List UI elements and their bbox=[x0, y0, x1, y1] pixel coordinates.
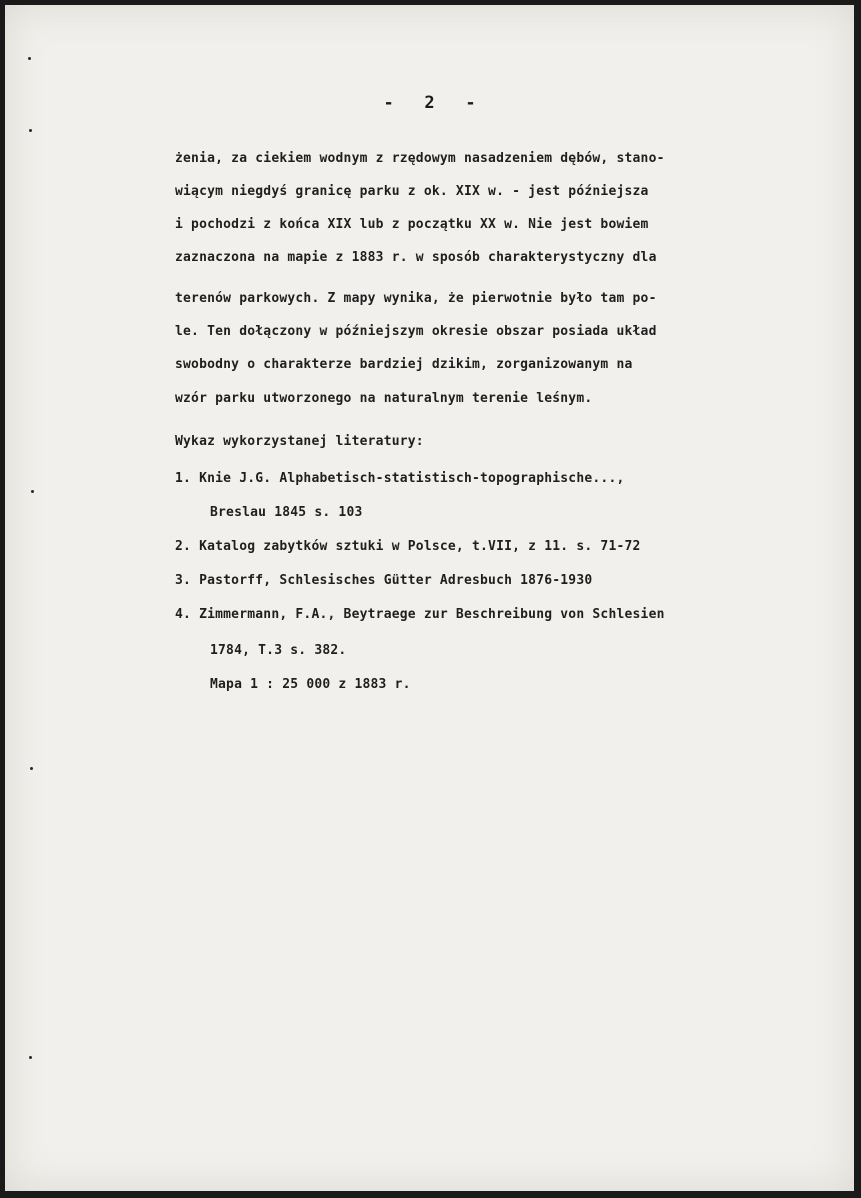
reference-item: 2. Katalog zabytków sztuki w Polsce, t.VII, z 11. s. 71-72 bbox=[175, 539, 641, 554]
margin-speck bbox=[29, 129, 32, 132]
reference-item: 1. Knie J.G. Alphabetisch-statistisch-topographische..., bbox=[175, 471, 625, 486]
page-number: - 2 - bbox=[383, 93, 476, 113]
body-line: żenia, za ciekiem wodnym z rzędowym nasadzeniem dębów, stano- bbox=[175, 151, 665, 166]
reference-item-continuation: 1784, T.3 s. 382. bbox=[210, 643, 347, 658]
margin-speck bbox=[30, 767, 33, 770]
body-line: swobodny o charakterze bardziej dzikim, zorganizowanym na bbox=[175, 357, 633, 372]
body-line: i pochodzi z końca XIX lub z początku XX w. Nie jest bowiem bbox=[175, 217, 649, 232]
margin-speck bbox=[28, 57, 31, 60]
body-line: le. Ten dołączony w późniejszym okresie obszar posiada układ bbox=[175, 324, 657, 339]
document-page bbox=[5, 5, 854, 1191]
literature-heading: Wykaz wykorzystanej literatury: bbox=[175, 434, 424, 449]
body-line: wzór parku utworzonego na naturalnym terenie leśnym. bbox=[175, 391, 593, 406]
margin-speck bbox=[31, 490, 34, 493]
reference-item-continuation: Breslau 1845 s. 103 bbox=[210, 505, 363, 520]
map-reference: Mapa 1 : 25 000 z 1883 r. bbox=[210, 677, 411, 692]
reference-item: 3. Pastorff, Schlesisches Gütter Adresbuch 1876-1930 bbox=[175, 573, 593, 588]
margin-speck bbox=[29, 1056, 32, 1059]
body-line: wiącym niegdyś granicę parku z ok. XIX w. - jest późniejsza bbox=[175, 184, 649, 199]
body-line: zaznaczona na mapie z 1883 r. w sposób charakterystyczny dla bbox=[175, 250, 657, 265]
body-line: terenów parkowych. Z mapy wynika, że pierwotnie było tam po- bbox=[175, 291, 657, 306]
reference-item: 4. Zimmermann, F.A., Beytraege zur Beschreibung von Schlesien bbox=[175, 607, 665, 622]
